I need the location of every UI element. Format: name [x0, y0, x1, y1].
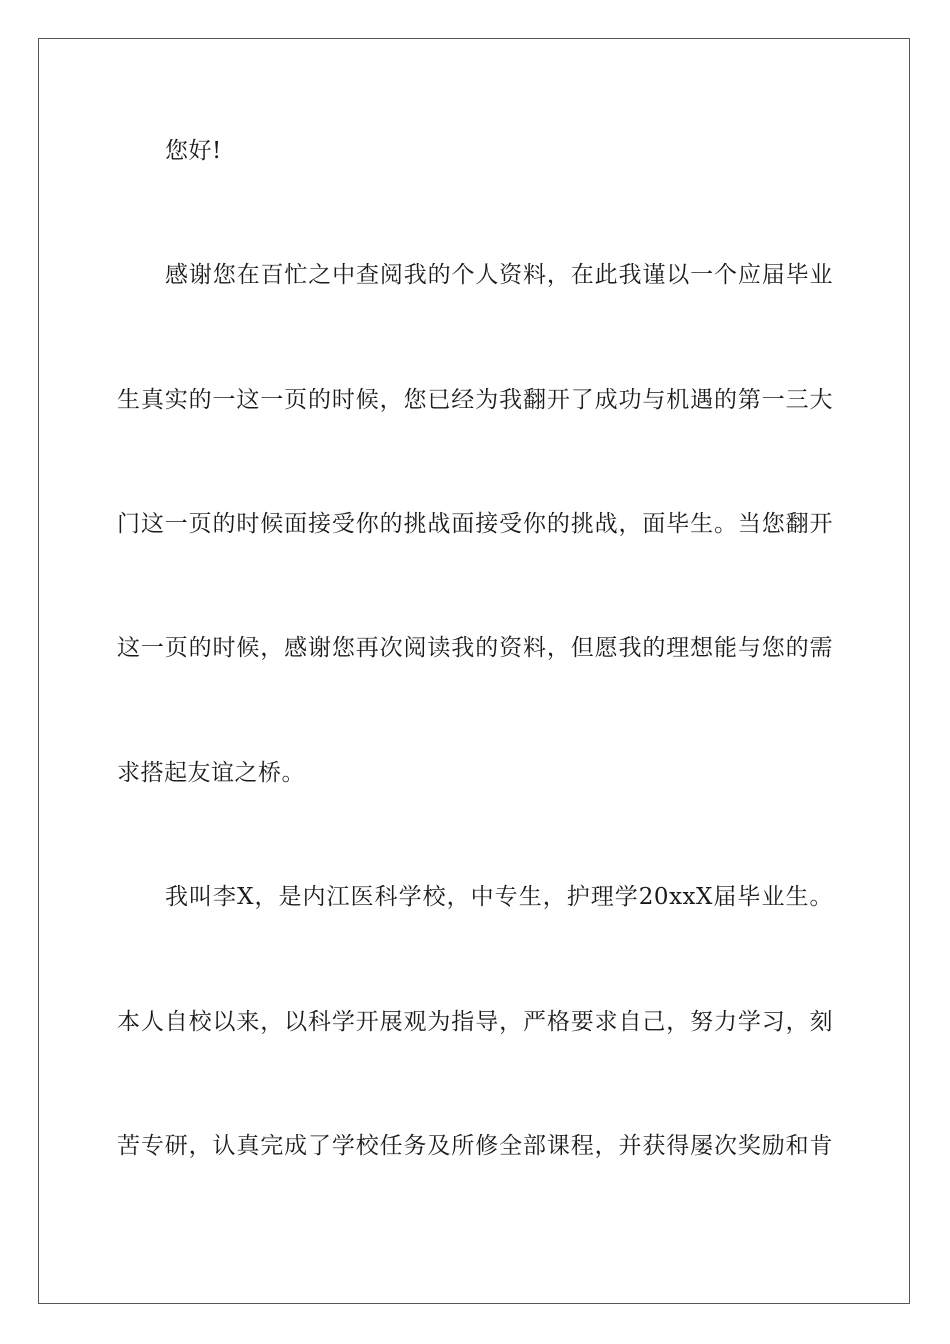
paragraph-line: 本人自校以来，以科学开展观为指导，严格要求自己，努力学习，刻 — [117, 1009, 833, 1035]
paragraph-line: 这一页的时候，感谢您再次阅读我的资料，但愿我的理想能与您的需 — [117, 635, 833, 661]
paragraph-line: 生真实的一这一页的时候，您已经为我翻开了成功与机遇的第一三大 — [117, 387, 833, 413]
paragraph-line: 苦专研，认真完成了学校任务及所修全部课程，并获得屡次奖励和肯 — [117, 1133, 833, 1159]
paragraph-line: 求搭起友谊之桥。 — [117, 760, 305, 786]
greeting-line: 您好! — [165, 138, 222, 164]
paragraph-line: 感谢您在百忙之中查阅我的个人资料，在此我谨以一个应届毕业 — [165, 262, 833, 288]
page-border — [38, 38, 910, 1304]
paragraph-line: 门这一页的时候面接受你的挑战面接受你的挑战，面毕生。当您翻开 — [117, 511, 833, 537]
paragraph-line: 我叫李X，是内江医科学校，中专生，护理学20xxX届毕业生。 — [165, 884, 833, 910]
